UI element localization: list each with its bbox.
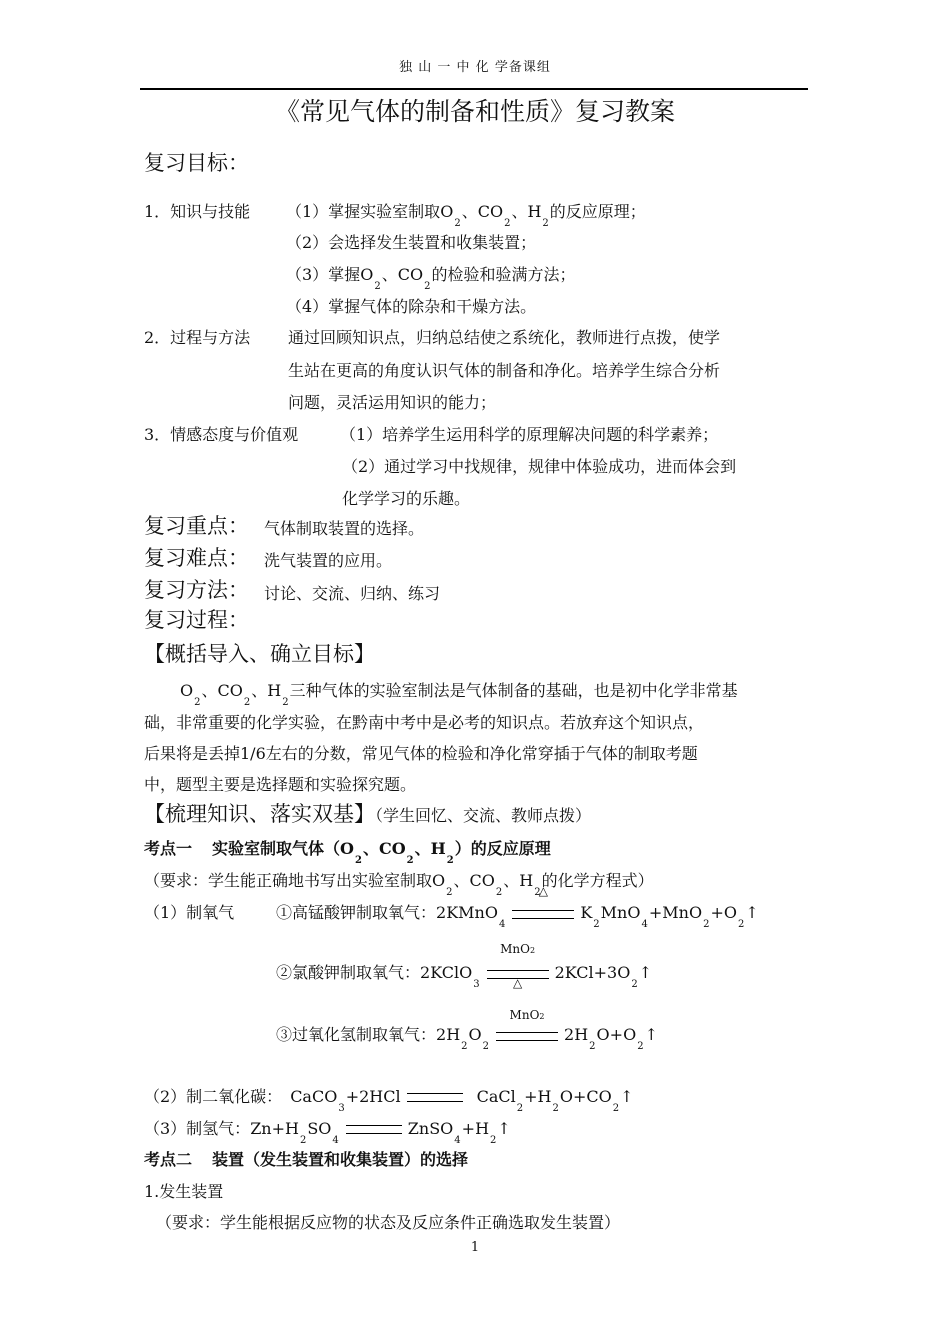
goal1-item1: （1）掌握实验室制取$O_2$、$CO_2$、$H_2$的反应原理； — [286, 202, 646, 229]
goal3-line1: （1）培养学生运用科学的原理解决问题的科学素养； — [340, 425, 719, 444]
intro-line1: $O_2$、$CO_2$、$H_2$三种气体的实验室制法是气体制备的基础，也是初中化学非常基 — [180, 681, 738, 708]
page-number: 1 — [470, 1240, 480, 1255]
section2-note: （学生回忆、交流、教师点拨） — [375, 806, 592, 825]
goals-heading: 复习目标： — [144, 151, 249, 175]
mno2-condition: MnO2 — [496, 1026, 558, 1045]
oxygen-label: （1）制氧气 — [144, 903, 235, 922]
co2-equation: （2）制二氧化碳： CaCO$_3$+2HCl $CaCl_2+H_2O+CO_2↑$ — [144, 1087, 634, 1114]
section2-heading-row — [144, 798, 591, 828]
method-text: 讨论、交流、归纳、练习 — [264, 584, 441, 603]
intro-line4: 中，题型主要是选择题和实验探究题。 — [144, 775, 417, 794]
gen-device-requirement: （要求：学生能根据反应物的状态及反应条件正确选取发生装置） — [156, 1213, 621, 1232]
goal2-line1: 通过回顾知识点，归纳总结使之系统化，教师进行点拨，使学 — [288, 328, 721, 347]
goal2-line3: 问题，灵活运用知识的能力； — [288, 393, 497, 412]
intro-line3: 后果将是丢掉1/6左右的分数，常见气体的检验和净化常穿插于气体的制取考题 — [144, 744, 698, 763]
heat-condition: △ — [512, 904, 574, 923]
method-label: 复习方法： — [144, 578, 249, 602]
page-header: 独 山 一 中 化 学备课组 — [399, 60, 551, 75]
key-point-text: 气体制取装置的选择。 — [264, 519, 425, 538]
section1-heading: 【概括导入、确立目标】 — [144, 642, 375, 666]
kaodian2-title: 考点二 装置（发生装置和收集装置）的选择 — [144, 1150, 469, 1169]
kaodian1-requirement: （要求：学生能正确地书写出实验室制取$O_2$、$CO_2$、$H_2$的化学方程式） — [144, 871, 654, 898]
h2o2-equation: ③过氧化氢制取氧气：$2H_2O_2$ MnO2 $2H_2O+O_2↑$ — [276, 1008, 658, 1052]
process-heading: 复习过程： — [144, 608, 249, 632]
h2-equation: （3）制氢气：$Zn+H_2SO_4ZnSO_4+H_2↑$ — [144, 1119, 511, 1146]
mno2-heat-condition: MnO2 △ — [487, 964, 549, 983]
goal1-label: 1．知识与技能 — [144, 202, 251, 221]
goal3-line2: （2）通过学习中找规律，规律中体验成功，进而体会到 — [342, 457, 737, 476]
goal2-label: 2．过程与方法 — [144, 328, 251, 347]
section2-heading: 【梳理知识、落实双基】 — [144, 802, 375, 826]
kmno4-equation: ①高锰酸钾制取氧气：2KMnO$_4$ △ $K_2MnO_4+MnO_2+O_2↑$ — [276, 884, 759, 930]
header-rule — [140, 88, 808, 90]
goal1-item3: （3）掌握$O_2$、$CO_2$的检验和验满方法； — [286, 265, 576, 292]
kclo3-equation: ②氯酸钾制取氧气：2KClO$_3$ MnO2 △ $2KCl+3O_2↑$ — [276, 942, 653, 990]
goal1-item2: （2）会选择发生装置和收集装置； — [286, 233, 537, 252]
page-title: 《常见气体的制备和性质》复习教案 — [274, 97, 675, 126]
goal1-item4: （4）掌握气体的除杂和干燥方法。 — [286, 297, 537, 316]
goal3-label: 3．情感态度与价值观 — [144, 425, 299, 444]
gen-device-heading: 1.发生装置 — [144, 1182, 224, 1201]
difficulty-label: 复习难点： — [144, 546, 249, 570]
difficulty-text: 洗气装置的应用。 — [264, 551, 393, 570]
intro-line2: 础，非常重要的化学实验，在黔南中考中是必考的知识点。若放弃这个知识点， — [144, 713, 705, 732]
key-point-label: 复习重点： — [144, 514, 249, 538]
goal2-line2: 生站在更高的角度认识气体的制备和净化。培养学生综合分析 — [288, 361, 721, 380]
goal3-line3: 化学学习的乐趣。 — [342, 489, 471, 508]
kaodian1-title: 考点一 实验室制取气体（$O_2$、$CO_2$、$H_2$）的反应原理 — [144, 839, 551, 866]
